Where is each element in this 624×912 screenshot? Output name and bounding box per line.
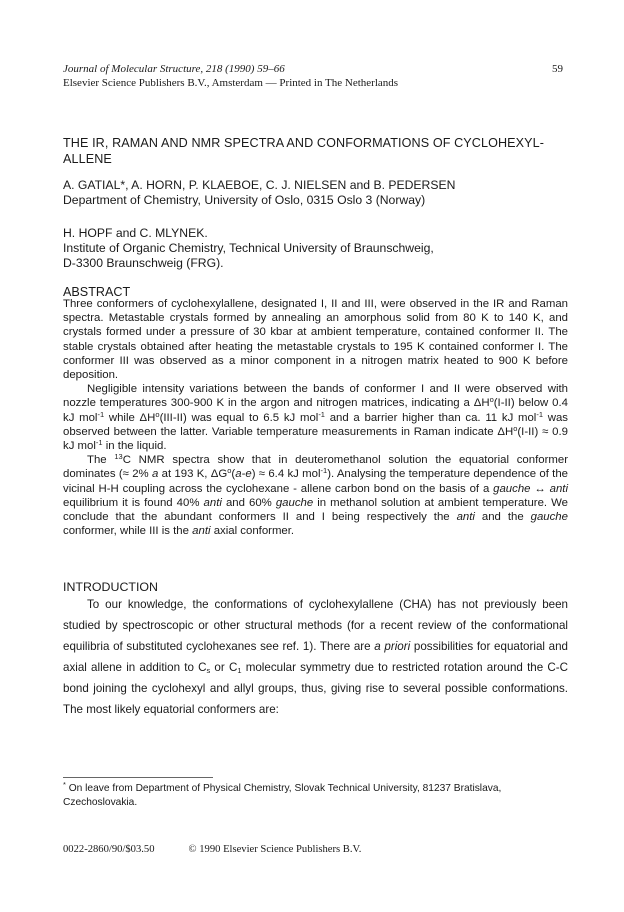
author-names: A. GATIAL*, A. HORN, P. KLAEBOE, C. J. NIELSEN and B. PEDERSEN — [63, 178, 456, 192]
page-number: 59 — [552, 63, 563, 75]
footnote-marker: * — [63, 780, 66, 789]
author-names: H. HOPF and C. MLYNEK. — [63, 226, 208, 240]
abstract-heading: ABSTRACT — [63, 285, 131, 299]
author-block-braunschweig — [63, 226, 568, 272]
abstract-body — [63, 297, 568, 538]
author-affiliation-city: D-3300 Braunschweig (FRG). — [63, 256, 224, 271]
abstract-paragraph-2: Negligible intensity variations between the bands of conformer I and II were observed with nozzle temperatures 300-900 K in the argon and nitrogen matrices, indicating a $\Delta H^o(I-II)$ below 0.4 kJ mol$^{-1}$ while $\Delta H^o(III-II)$ was equal to 6.5 kJ mol$^{-1}$ and a barrier higher than ca. 11 kJ mol$^{-1}$ was observed between the latter. Variable temperature measurements in Raman indicate $\Delta H^o(I-II) \approx 0.9$ kJ mol$^{-1}$ in the liquid. — [63, 383, 568, 453]
abstract-paragraph-1: Three conformers of cyclohexylallene, designated I, II and III, were observed in the IR and Raman spectra. Metastable crystals formed by annealing an amorphous solid from 80 K to 140 K, and crystals formed under a pressure of 30 kbar at ambient temperature, contained conformer II. The stable crystals obtained after heating the metastable crystals to 195 K contained conformer I. The conformer III was observed as a minor component in a nitrogen matrix heated to 900 K before deposition. — [63, 298, 568, 382]
author-affiliation: Institute of Organic Chemistry, Technical University of Braunschweig, — [63, 241, 434, 256]
abstract-paragraph-3: The $^{13}$C NMR spectra show that in deuteromethanol solution the equatorial conformer dominates (≈ 2% a at 193 K, $\Delta G^o(a-e) \approx 6.4$ kJ mol$^{-1}$). Analysing the temperature dependence of the vicinal H-H coupling across the cyclohexane - allene carbon bond on the basis of a gauche ↔ anti equilibrium it is found 40% anti and 60% gauche in methanol solution at ambient temperature. We conclude that the abundant conformers II and I being respectively the anti and the gauche conformer, while III is the anti axial conformer. — [63, 452, 568, 538]
article-title: THE IR, RAMAN AND NMR SPECTRA AND CONFORMATIONS OF CYCLOHEXYL-ALLENE — [63, 136, 545, 166]
journal-citation: Journal of Molecular Structure, 218 (1990) 59–66 — [63, 63, 285, 75]
publisher-line: Elsevier Science Publishers B.V., Amsterdam — Printed in The Netherlands — [63, 77, 399, 89]
introduction-body — [63, 594, 568, 720]
footnote-text: On leave from Department of Physical Chemistry, Slovak Technical University, 81237 Bratislava, Czechoslovakia. — [63, 783, 502, 808]
footnote-divider — [63, 777, 213, 778]
author-block-oslo — [63, 178, 568, 208]
author-affiliation: Department of Chemistry, University of Oslo, 0315 Oslo 3 (Norway) — [63, 193, 426, 208]
imprint-line — [63, 843, 568, 857]
copyright-notice: © 1990 Elsevier Science Publishers B.V. — [188, 844, 362, 855]
introduction-paragraph: To our knowledge, the conformations of cyclohexylallene (CHA) has not previously been studied by spectroscopic or other structural methods (for a recent review of the conformational equilibria of substituted cyclohexanes see ref. 1). There are a priori possibilities for equatorial and axial allene in addition to $C_s$ or $C_1$ molecular symmetry due to restricted rotation around the C-C bond joining the cyclohexyl and allyl groups, thus, giving rise to several possible conformations. The most likely equatorial conformers are: — [63, 598, 569, 716]
introduction-heading: INTRODUCTION — [63, 580, 158, 594]
footnote — [63, 782, 568, 810]
issn-price-code: 0022-2860/90/$03.50 — [63, 844, 155, 855]
running-header — [63, 62, 563, 90]
